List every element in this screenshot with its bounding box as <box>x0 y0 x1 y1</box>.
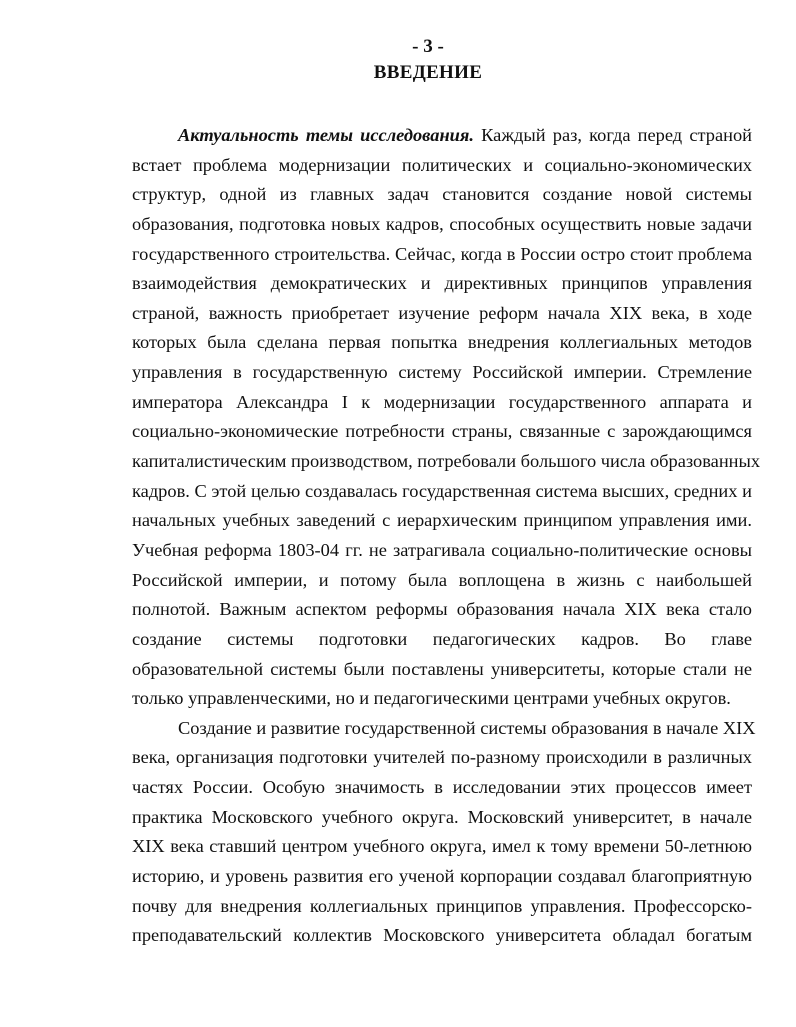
text-line: XIX века ставший центром учебного округа, имел к тому времени 50-летнюю <box>132 836 752 857</box>
text-line: капиталистическим производством, потребовали большого числа образованных <box>132 451 761 472</box>
paragraph-2-first-line: Создание и развитие государственной системы образования в начале XIX <box>178 717 756 738</box>
text-line: практика Московского учебного округа. Московский университет, в начале <box>132 806 752 827</box>
text-line: полнотой. Важным аспектом реформы образования начала XIX века стало <box>132 599 752 620</box>
lead-phrase: Актуальность темы исследования. <box>178 125 474 145</box>
text-line: начальных учебных заведений с иерархическим принципом управления ими. <box>132 510 752 531</box>
text-line: структур, одной из главных задач становится создание новой системы <box>132 184 752 205</box>
text-line: взаимодействия демократических и директивных принципов управления <box>132 273 752 294</box>
text-line: которых была сделана первая попытка внедрения коллегиальных методов <box>132 332 752 353</box>
text-line: почву для внедрения коллегиальных принципов управления. Профессорско- <box>132 895 752 916</box>
text-line: преподавательский коллектив Московского университета обладал богатым <box>132 925 752 946</box>
text-line: частях России. Особую значимость в исследовании этих процессов имеет <box>132 777 752 798</box>
text-line: Учебная реформа 1803-04 гг. не затрагивала социально-политические основы <box>132 539 752 560</box>
section-heading: ВВЕДЕНИЕ <box>373 62 483 83</box>
text-line: кадров. С этой целью создавалась государственная система высших, средних и <box>132 480 752 501</box>
text-line: создание системы подготовки педагогических кадров. Во главе <box>132 628 752 649</box>
text-line: образовательной системы были поставлены университеты, которые стали не <box>132 658 752 679</box>
text-line: государственного строительства. Сейчас, когда в России остро стоит проблема <box>132 243 752 264</box>
text-line: управления в государственную систему Российской империи. Стремление <box>132 362 752 383</box>
text-line: историю, и уровень развития его ученой корпорации создавал благоприятную <box>132 866 752 887</box>
text-line: социально-экономические потребности страны, связанные с зарождающимся <box>132 421 752 442</box>
text-line: века, организация подготовки учителей по-разному происходили в различных <box>132 747 752 768</box>
page-number: - 3 - <box>412 36 444 57</box>
text-line: императора Александра I к модернизации государственного аппарата и <box>132 391 752 412</box>
text-line: встает проблема модернизации политических и социально-экономических <box>132 154 752 175</box>
text-line: Российской империи, и потому была воплощена в жизнь с наибольшей <box>132 569 752 590</box>
paragraph-1-first-line <box>132 121 752 151</box>
first-line-text: Каждый раз, когда перед страной <box>473 125 752 145</box>
body-text <box>132 121 761 951</box>
text-line: образования, подготовка новых кадров, способных осуществить новые задачи <box>132 213 752 234</box>
text-line: только управленческими, но и педагогическими центрами учебных округов. <box>132 688 731 709</box>
text-line: страной, важность приобретает изучение реформ начала XIX века, в ходе <box>132 302 752 323</box>
